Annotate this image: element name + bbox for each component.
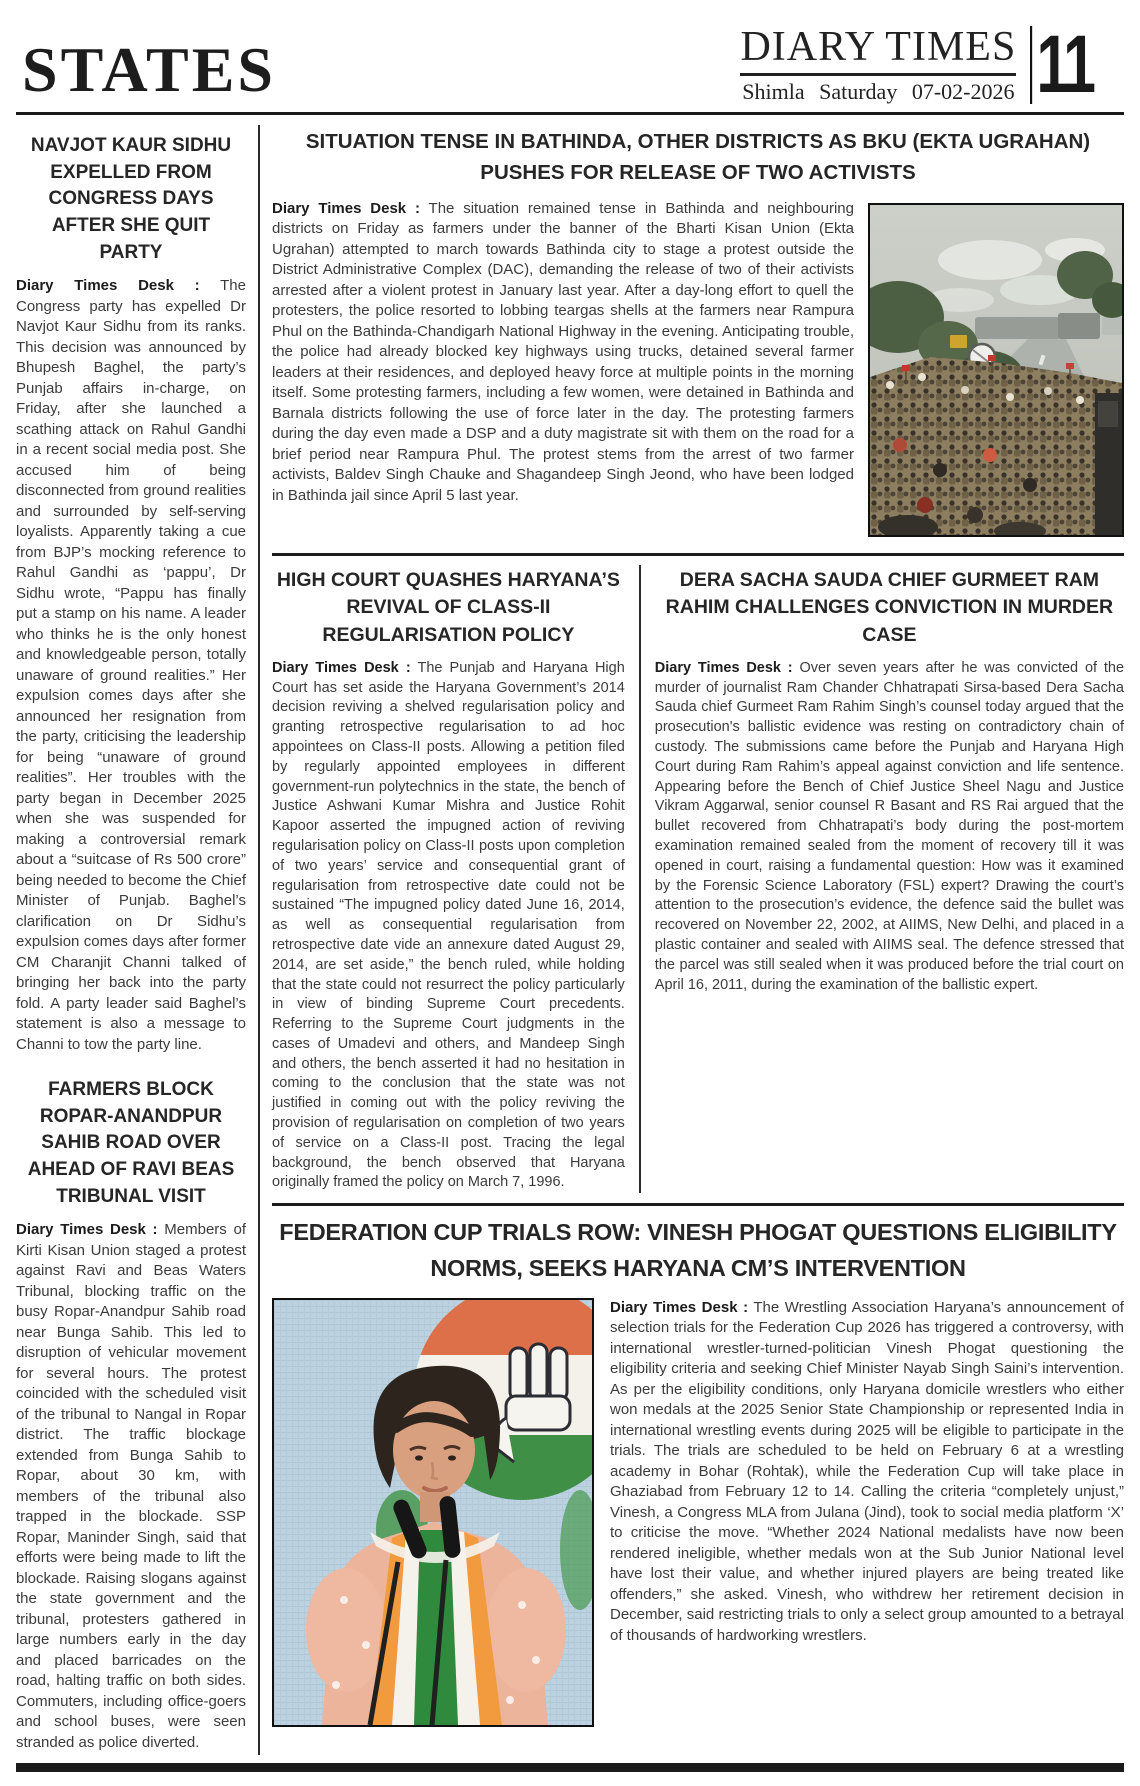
headline: DERA SACHA SAUDA CHIEF GURMEET RAM RAHIM CHALLENGES CONVICTION IN MURDER CASE [665, 568, 1114, 647]
body-text [16, 1220, 246, 1753]
body-copy: Members of Kirti Kisan Union staged a protest against Ravi and Beas Waters Tribunal, blocking traffic on the busy Ropar-Anandpur Sahib road near Bunga Sahib. This led to disruption of vehicular movement for several hours. The protest coincided with the scheduled visit of the tribunal to Nangal in Ropar district. The traffic blockage extended from Bunga Sahib to Ropar, about 30 km, with members of the tribunal also trapped in the blockade. SSP Ropar, Maninder Singh, said that efforts were being made to lift the blockade. Raising slogans against the state government and the tribunal, protesters gathered in large numbers early in the day and placed barricades on the road, halting traffic on both sides. Commuters, including office-goers and school buses, were seen stranded as police diverted. [16, 1221, 246, 1751]
headline: SITUATION TENSE IN BATHINDA, OTHER DISTRICTS AS BKU (EKTA UGRAHAN) PUSHES FOR RELEASE OF TWO ACTIVISTS [305, 130, 1091, 184]
byline: Diary Times Desk : [654, 659, 793, 676]
body-text [272, 659, 625, 1194]
headline: FEDERATION CUP TRIALS ROW: VINESH PHOGAT QUESTIONS ELIGIBILITY NORMS, SEEKS HARYANA CM’S INTERVENTION [279, 1219, 1117, 1281]
body-copy: The situation remained tense in Bathinda and neighbouring districts on Friday as farmers under the banner of the Bharti Kisan Union (Ekta Ugrahan) attempted to march towards Bathinda city to stage a protest outside the District Administrative Complex (DAC), demanding the release of two of their activists arrested after a violent protest in January last year. After a day-long effort to quell the protesters, the police resorted to lobbing teargas shells at the farmers near Rampura Phul on the Bathinda-Chandigarh National Highway in the evening. Anticipating trouble, the police had already blocked key highways using trucks, detained several farmer leaders at their residences, and deployed heavy force at multiple points in the morning itself. Some protesting farmers, including a few women, were detained in Bathinda and Barnala districts following the use of force later in the day. The protesting farmers during the day even made a DSP and a duty magistrate sit with them on the road for a brief period near Rampura Phul. The protest stems from the arrest of two farmer activists, Baldev Singh Chauke and Shagandeep Singh Jeond, who have been lodged in Bathinda jail since April 5 last year. [272, 199, 854, 504]
page-number: 11 [1030, 26, 1093, 104]
byline: Diary Times Desk : [610, 1298, 749, 1316]
byline: Diary Times Desk : [16, 1221, 158, 1239]
paper-name: DIARY TIMES [740, 24, 1017, 70]
page-content [14, 115, 1126, 1755]
byline: Diary Times Desk : [16, 277, 200, 295]
masthead [740, 19, 1118, 111]
section-title: STATES [22, 34, 276, 106]
body-copy: Over seven years after he was convicted of the murder of journalist Ram Chander Chhatrapati Sirsa-based Dera Sacha Sauda chief Gurmeet Ram Rahim Singh’s counsel today argued that the prosecution's ballistic evidence was resting on contradictory chain of custody. The submissions came before the Punjab and Haryana High Court during Ram Rahim’s appeal against conviction and life sentence. Appearing before the Bench of Chief Justice Sheel Nagu and Justice Vikram Aggarwal, senior counsel R Basant and RS Rai argued that the bullet recovered from Chhatrapati’s body during the post-mortem examination remained sealed from the moment of recovery till it was opened in court, raising a fundamental question: How was it examined by the Forensic Science Laboratory (FSL) expert? Drawing the court’s attention to the prosecution’s evidence, the defence said the bullet was recovered on November 22, 2002, at AIIMS, New Delhi, and placed in a plastic container and sealed with AIIMS seal. The defence stressed that the parcel was still sealed when it was produced before the trial court on April 16, 2011, during the examination of the ballistic expert. [654, 659, 1125, 993]
masthead-center [740, 26, 1028, 104]
protest-highway-photo [868, 203, 1124, 537]
byline: Diary Times Desk : [272, 199, 420, 217]
article-federation-cup-row [272, 1215, 1124, 1727]
page-bottom-bar [16, 1763, 1124, 1772]
body-text [610, 1298, 1124, 1647]
column-divider-left [258, 125, 260, 1755]
main-column [272, 125, 1124, 1755]
page-header [14, 19, 1126, 111]
section-divider [272, 553, 1124, 556]
headline: FARMERS BLOCK ROPAR-ANANDPUR SAHIB ROAD OVER AHEAD OF RAVI BEAS TRIBUNAL VISIT [27, 1079, 235, 1207]
article-sidhu-expelled [16, 133, 246, 1055]
article-body-wrap [272, 199, 1124, 543]
column-divider-middle [639, 565, 641, 1194]
vinesh-phogat-press-photo [272, 1298, 594, 1727]
headline: HIGH COURT QUASHES HARYANA’S REVIVAL OF CLASS-II REGULARISATION POLICY [276, 568, 620, 647]
body-text [16, 276, 246, 1055]
middle-section [272, 565, 1124, 1194]
article-bathinda-tense [272, 127, 1124, 543]
article-high-court-quashes [272, 565, 625, 1194]
article-farmers-block-road [16, 1077, 246, 1753]
body-copy: The Punjab and Haryana High Court has set aside the Haryana Government’s 2014 decision reviving a shelved regularisation policy and granting retrospective regularisation to ad hoc appointees on Class-II posts. Allowing a petition filed by regularly appointed employees in different government-run polytechnics in the state, the bench of Justice Ashwani Kumar Mishra and Justice Rohit Kapoor asserted the impugned action of reviving regularisation policy on Class-II posts upon completion of two years’ service and consequential grant of regularisation from retrospective date could not be sustained “The impugned policy dated June 16, 2014, as well as consequential regularisation from retrospective date vide an annexure dated August 29, 2014, are set aside,” the bench ruled, while holding that the state could not resurrect the policy particularly in view of binding Supreme Court precedents. Referring to the Supreme Court judgments in the cases of Umadevi and others, and Mandeep Singh and others, the bench asserted it had no hesitation in coming to the conclusion that the state was not justified in coming out with the policy reviving the provision of regularisation on completion of two years of service on a Class-II post. Tracing the legal background, the bench observed that Haryana originally framed the policy on March 7, 1996. [272, 659, 625, 1191]
section-divider [272, 1203, 1124, 1206]
masthead-rule [740, 73, 1016, 76]
article-body-wrap [272, 1298, 1124, 1727]
body-copy: The Wrestling Association Haryana’s announcement of selection trials for the Federation Cup 2026 has triggered a controversy, with international wrestler-turned-politician Vinesh Phogat questioning the eligibility criteria and seeking Chief Minister Nayab Singh Saini’s intervention. As per the eligibility conditions, only Haryana domicile wrestlers who either won medals at the 2025 Senior State Championship or represented India in international wrestling events during 2025 will be eligible to participate in the trials. The trials are scheduled to be held on February 6 at a wrestling academy in Bohar (Rohtak), while the Federation Cup will take place in Ghaziabad from February 12 to 14. Calling the criteria “completely unjust,” Vinesh, a Congress MLA from Julana (Jind), took to social media platform ‘X’ to criticise the move. “Whether 2024 National medalists have now been rendered ineligible, whether medals won at the Sub Junior National level have lost their value, and whether injured players are being treated like offenders,” she asked. Vinesh, who withdrew her retirement decision in December, said restricting trials to only a select group amounted to a betrayal of thousands of hardworking wrestlers. [610, 1298, 1124, 1644]
article-dera-chief-conviction [655, 565, 1124, 1194]
dateline: Shimla Saturday 07-02-2026 [742, 79, 1015, 104]
headline: NAVJOT KAUR SIDHU EXPELLED FROM CONGRESS DAYS AFTER SHE QUIT PARTY [30, 135, 232, 263]
byline: Diary Times Desk : [272, 659, 411, 676]
left-column [16, 125, 246, 1755]
body-copy: The Congress party has expelled Dr Navjot Kaur Sidhu from its ranks. This decision was announced by Bhupesh Baghel, the party’s Punjab affairs in-charge, on Friday, after she launched a scathing attack on Rahul Gandhi in a recent social media post. She accused him of being disconnected from ground realities and surrounded by self-serving loyalists. Apparently taking a cue from BJP’s mocking reference to Rahul Gandhi as ‘pappu’, Dr Sidhu wrote, “Pappu has finally put a stamp on his name. A leader who thinks he is the only honest and knowledgeable person, totally unaware of ground realities.” Her expulsion comes days after she announced her resignation from the party, criticising the leadership for being “unaware of ground realities”. Her troubles with the party began in December 2025 when she was suspended for making a controversial remark about a “suitcase of Rs 500 crore” being needed to become the Chief Minister of Punjab. Baghel’s clarification on Dr Sidhu’s expulsion comes days after former CM Charanjit Channi talked of bringing her back into the party fold. A party leader said Baghel’s statement is also a message to Channi to tow the party line. [16, 277, 246, 1053]
body-text [655, 659, 1124, 996]
